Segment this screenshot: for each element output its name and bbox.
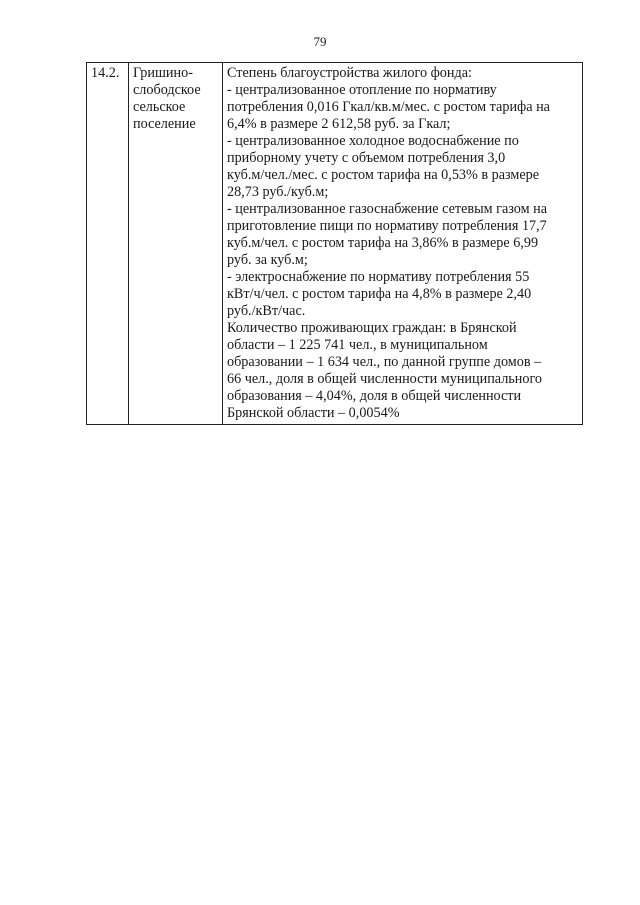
description-line: куб.м/чел./мес. с ростом тарифа на 0,53% в размере: [227, 167, 540, 183]
description-line: Брянской области – 0,0054%: [227, 405, 400, 421]
description-line: образования – 4,04%, доля в общей численности: [227, 388, 522, 404]
row-number-cell: [87, 63, 129, 425]
tariff-table: [86, 62, 583, 425]
description-line: кВт/ч/чел. с ростом тарифа на 4,8% в размере 2,40: [227, 286, 532, 302]
settlement-name-cell: [129, 63, 223, 425]
description-line: - электроснабжение по нормативу потребления 55: [227, 269, 530, 285]
description-line: руб. за куб.м;: [227, 252, 308, 268]
description-line: - централизованное газоснабжение сетевым газом на: [227, 201, 548, 217]
page-number: 79: [313, 34, 327, 49]
description-line: Степень благоустройства жилого фонда:: [227, 65, 472, 81]
row-number: 14.2.: [91, 65, 120, 81]
settlement-name-line: слободское: [133, 82, 201, 98]
settlement-name-line: поселение: [133, 116, 196, 132]
description-line: потребления 0,016 Гкал/кв.м/мес. с ростом тарифа на: [227, 99, 550, 115]
table-row: [87, 63, 583, 425]
settlement-name-line: сельское: [133, 99, 186, 115]
settlement-name-line: Гришино-: [133, 65, 193, 81]
description-line: приготовление пищи по нормативу потребления 17,7: [227, 218, 547, 234]
description-line: образовании – 1 634 чел., по данной группе домов –: [227, 354, 542, 370]
description-line: Количество проживающих граждан: в Брянской: [227, 320, 517, 336]
description-line: 66 чел., доля в общей численности муниципального: [227, 371, 543, 387]
description-line: - централизованное холодное водоснабжение по: [227, 133, 519, 149]
description-cell: [223, 63, 583, 425]
description-line: приборному учету с объемом потребления 3,0: [227, 150, 506, 166]
description-line: 28,73 руб./куб.м;: [227, 184, 329, 200]
description-line: 6,4% в размере 2 612,58 руб. за Гкал;: [227, 116, 451, 132]
description-line: руб./кВт/час.: [227, 303, 306, 319]
description-line: - централизованное отопление по нормативу: [227, 82, 497, 98]
description-line: области – 1 225 741 чел., в муниципальном: [227, 337, 488, 353]
description-line: куб.м/чел. с ростом тарифа на 3,86% в размере 6,99: [227, 235, 539, 251]
